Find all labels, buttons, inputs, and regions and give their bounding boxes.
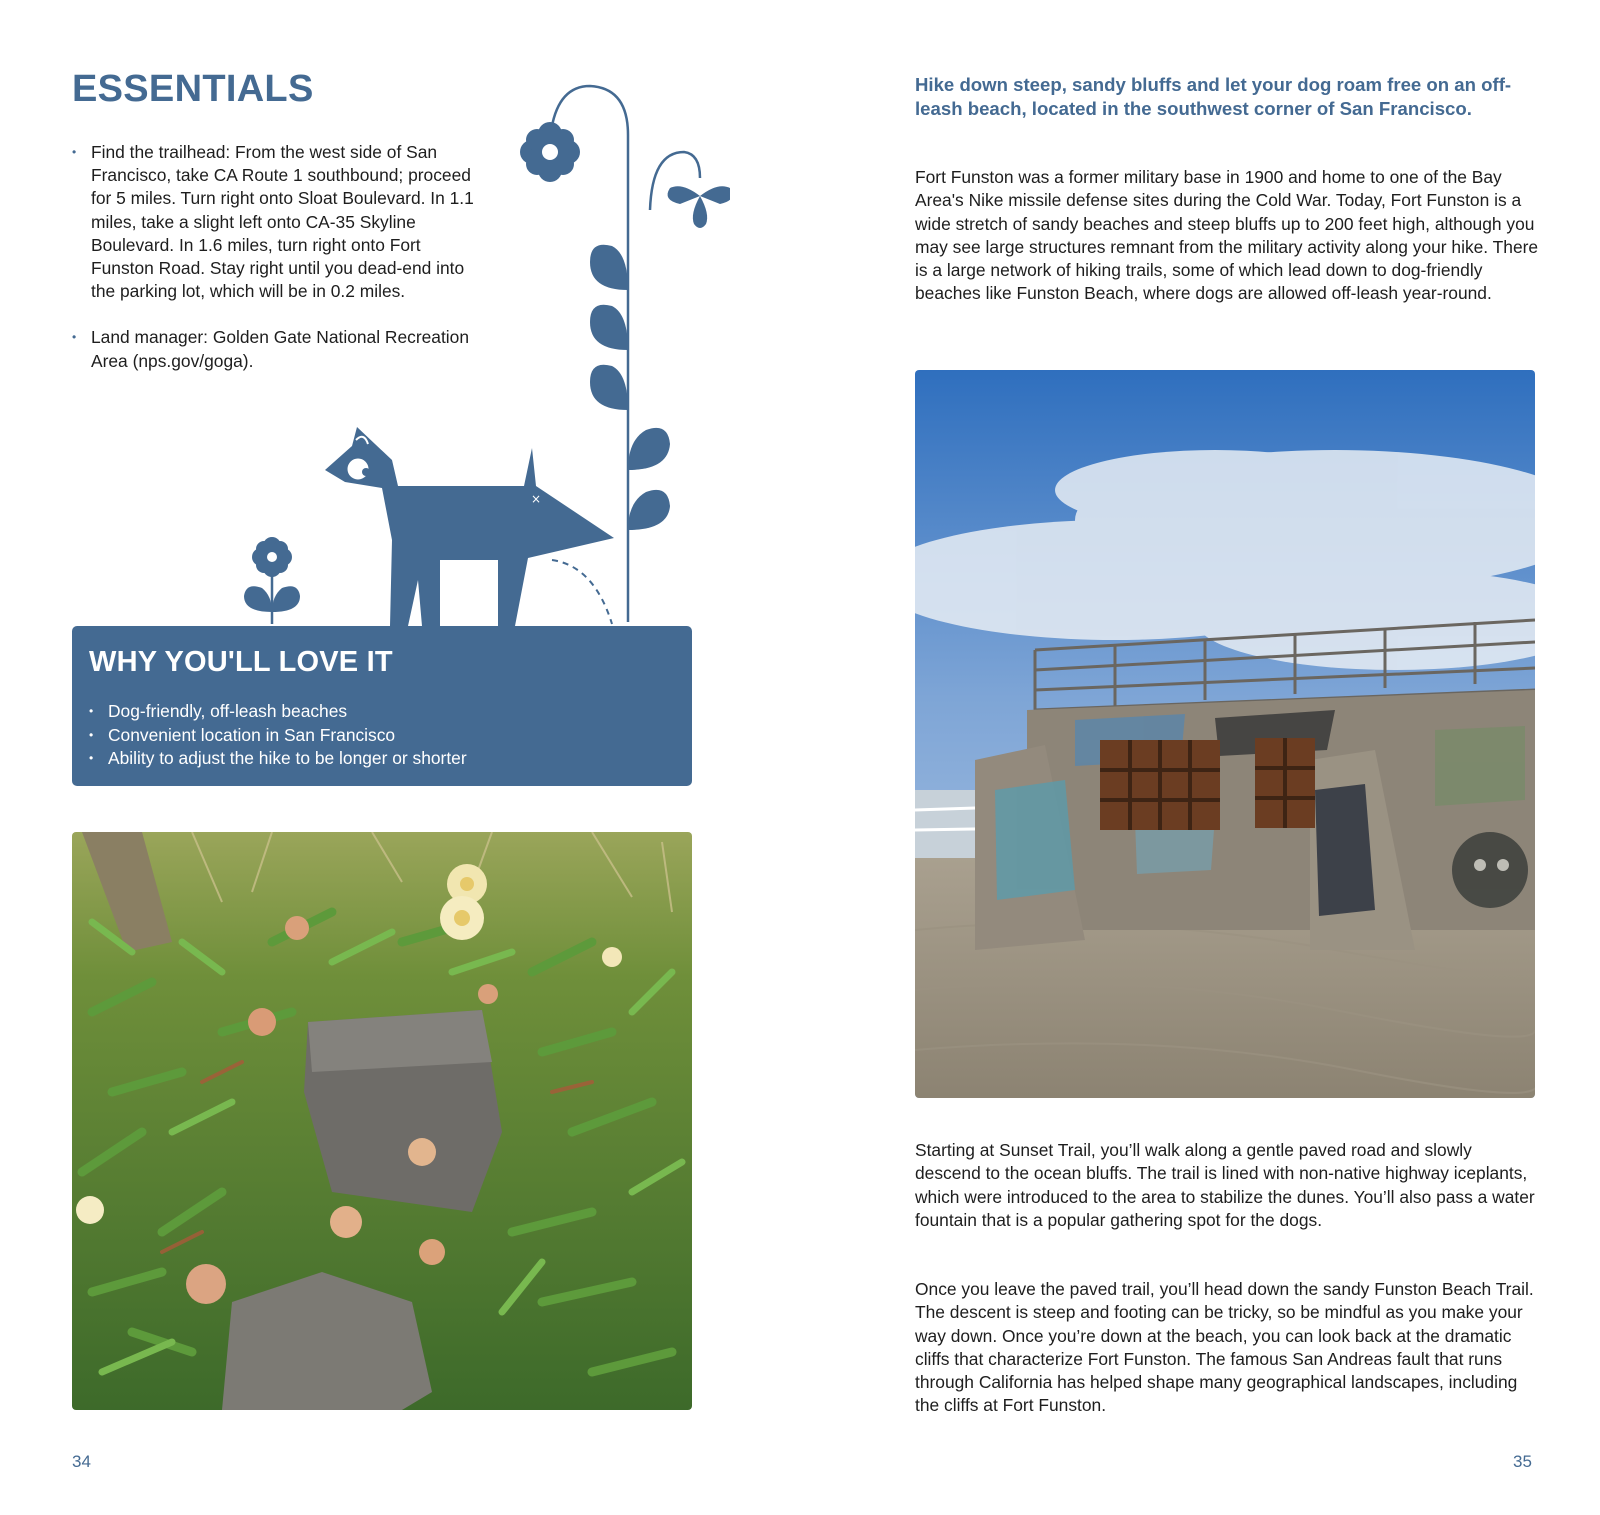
iceplant-photo (72, 832, 692, 1410)
dog-illustration (230, 75, 730, 635)
paragraph-sunset-trail: Starting at Sunset Trail, you’ll walk along a gentle paved road and slowly descend to the ocean bluffs. The trail is lined with non-native highway iceplants, which were introduced to the area to stabilize the dunes. You’ll also pass a water fountain that is a popular gathering spot for the dogs. (915, 1140, 1535, 1230)
paragraph-history: Fort Funston was a former military base in 1900 and home to one of the Bay Area's Nike missile defense sites during the Cold War. Today, Fort Funston is a wide stretch of sandy beaches and steep bluffs up to 200 feet high, although you may see large structures remnant from the military activity along your hike. There is a large network of hiking trails, some of which lead down to dog-friendly beaches like Funston Beach, where dogs are allowed off-leash year-round. (915, 167, 1539, 304)
flower-icon (520, 122, 580, 182)
why-youll-love-it-box (72, 626, 692, 786)
paragraph-funston-beach-trail: Once you leave the paved trail, you’ll head down the sandy Funston Beach Trail. The descent is steep and footing can be tricky, so be mindful as you make your way down. Once you’re down at the beach, you can look back at the dramatic cliffs that characterize Fort Funston. The famous San Andreas fault that runs through California has helped shape many geographical landscapes, including the cliffs at Fort Funston. (915, 1279, 1534, 1416)
why-list (89, 700, 467, 771)
page-number-left: 34 (72, 1452, 91, 1471)
essentials-title: ESSENTIALS (72, 68, 314, 110)
why-item: • Convenient location in San Francisco (89, 724, 467, 748)
essentials-item-land-manager: • Land manager: Golden Gate National Recreation Area (nps.gov/goga). (72, 326, 482, 372)
why-item: • Dog-friendly, off-leash beaches (89, 700, 467, 724)
page-number-right: 35 (1513, 1452, 1532, 1471)
bunker-photo (915, 370, 1535, 1098)
why-title: WHY YOU'LL LOVE IT (89, 646, 393, 678)
why-item: • Ability to adjust the hike to be longer or shorter (89, 747, 467, 771)
svg-text:×: × (531, 492, 542, 506)
essentials-item-trailhead: • Find the trailhead: From the west side of San Francisco, take CA Route 1 southbound; proceed for 5 miles. Turn right onto Sloat Boulevard. In 1.1 miles, take a slight left onto CA-35 Skyline Boulevard. In 1.6 miles, turn right onto Fort Funston Road. Stay right until you dead-end into the parking lot, which will be in 0.2 miles. (72, 141, 482, 303)
intro-heading: Hike down steep, sandy bluffs and let your dog roam free on an off-leash beach, located in the southwest corner of San Francisco. (915, 74, 1512, 119)
